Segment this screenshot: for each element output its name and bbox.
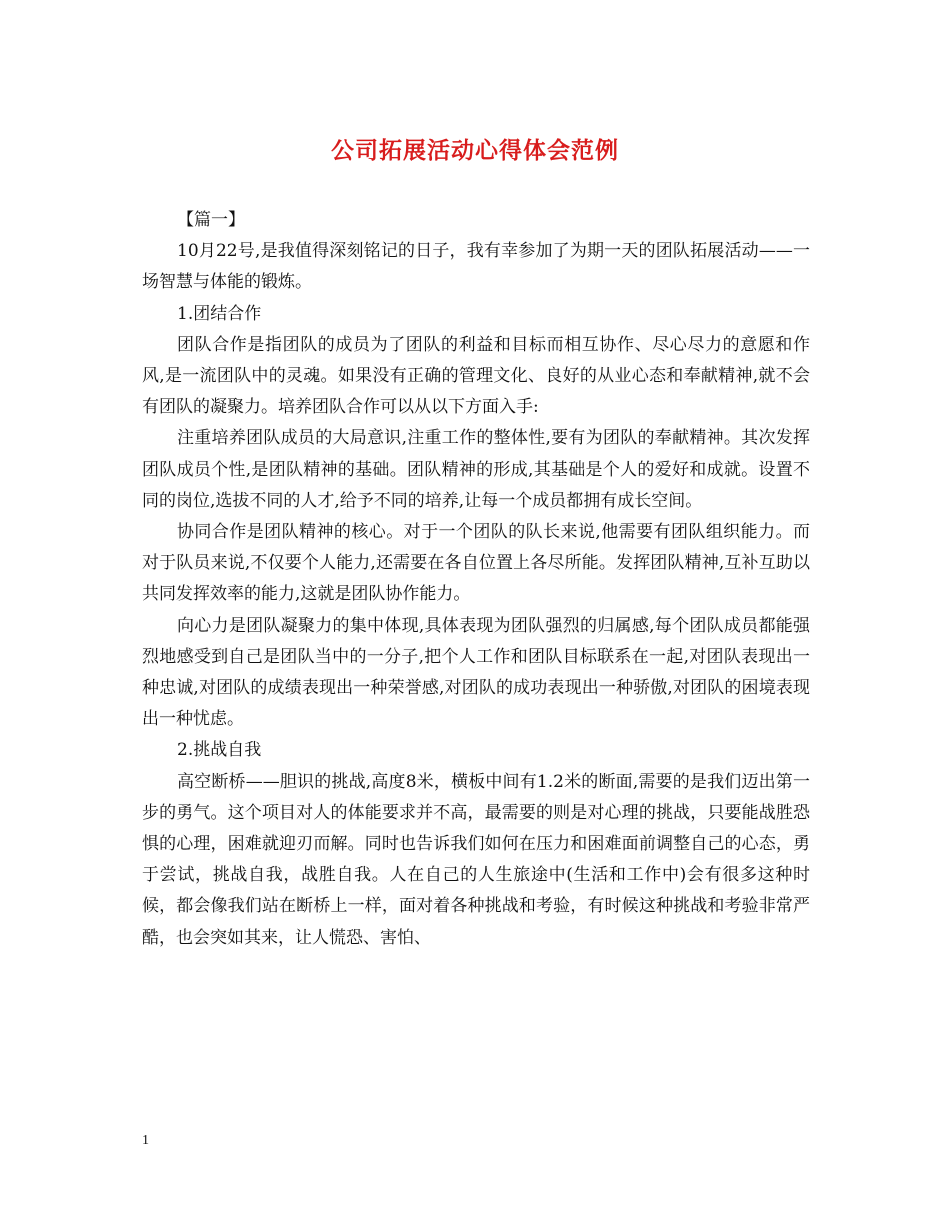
- self-challenge-paragraph: 高空断桥——胆识的挑战,高度8米，横板中间有1.2米的断面,需要的是我们迈出第一步的勇气。这个项目对人的体能要求并不高，最需要的则是对心理的挑战，只要能战胜恐惧的心理，困难就迎刃而解。同时也告诉我们如何在压力和困难面前调整自己的心态，勇于尝试，挑战自我，战胜自我。人在自己的人生旅途中(生活和工作中)会有很多这种时候，都会像我们站在断桥上一样，面对着各种挑战和考验，有时候这种挑战和考验非常严酷，也会突如其来，让人慌恐、害怕、: [142, 771, 810, 948]
- cohesion-paragraph: 向心力是团队凝聚力的集中体现,具体表现为团队强烈的归属感,每个团队成员都能强烈地感受到自己是团队当中的一分子,把个人工作和团队目标联系在一起,对团队表现出一种忠诚,对团队的成绩表现出一种荣誉感,对团队的成功表现出一种骄傲,对团队的困境表现出一种忧虑。: [142, 615, 810, 730]
- heading-teamwork: 1.团结合作: [177, 303, 262, 324]
- heading-self-challenge: 2.挑战自我: [177, 740, 262, 761]
- collaboration-paragraph: 协同合作是团队精神的核心。对于一个团队的队长来说,他需要有团队组织能力。而对于队员来说,不仅要个人能力,还需要在各自位置上各尽所能。发挥团队精神,互补互助以共同发挥效率的能力,这就是团队协作能力。: [142, 522, 810, 605]
- intro-paragraph: 10月22号,是我值得深刻铭记的日子，我有幸参加了为期一天的团队拓展活动——一场智慧与体能的锻炼。: [142, 241, 810, 293]
- team-spirit-paragraph: 注重培养团队成员的大局意识,注重工作的整体性,要有为团队的奉献精神。其次发挥团队成员个性,是团队精神的基础。团队精神的形成,其基础是个人的爱好和成就。设置不同的岗位,选拔不同的人才,给予不同的培养,让每一个成员都拥有成长空间。: [142, 428, 810, 511]
- document-body: [142, 205, 810, 954]
- page-number: 1: [142, 1133, 149, 1148]
- teamwork-paragraph: 团队合作是指团队的成员为了团队的利益和目标而相互协作、尽心尽力的意愿和作风,是一流团队中的灵魂。如果没有正确的管理文化、良好的从业心态和奉献精神,就不会有团队的凝聚力。培养团队合作可以从以下方面入手:: [142, 334, 810, 418]
- section-label-part-one: 【篇一】: [177, 210, 245, 230]
- document-title: 公司拓展活动心得体会范例: [331, 137, 619, 164]
